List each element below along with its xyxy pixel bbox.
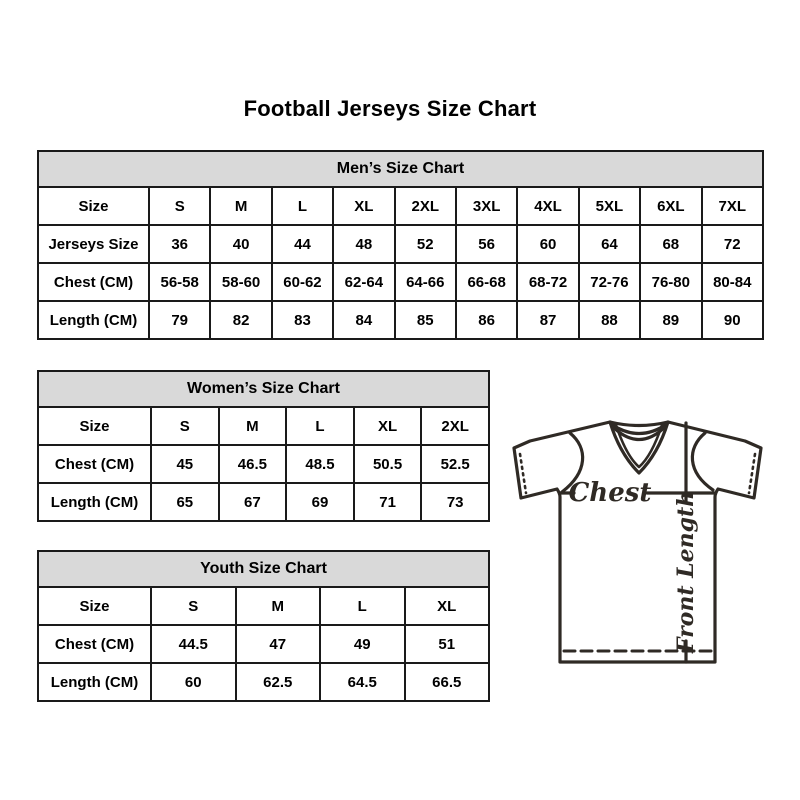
column-header: 5XL: [579, 187, 640, 225]
size-cell: 84: [333, 301, 394, 339]
size-cell: 45: [151, 445, 219, 483]
size-cell: 83: [272, 301, 333, 339]
column-header: XL: [354, 407, 422, 445]
size-cell: 60: [151, 663, 236, 701]
column-header: 6XL: [640, 187, 701, 225]
size-cell: 50.5: [354, 445, 422, 483]
jersey-measurement-diagram: [500, 400, 780, 700]
size-cell: 64: [579, 225, 640, 263]
table-row: [38, 263, 763, 301]
size-cell: 69: [286, 483, 354, 521]
size-cell: 60: [517, 225, 578, 263]
row-label: Chest (CM): [38, 445, 151, 483]
size-cell: 49: [320, 625, 405, 663]
size-cell: 82: [210, 301, 271, 339]
womens-size-table: [37, 370, 490, 522]
size-cell: 36: [149, 225, 210, 263]
column-header: XL: [333, 187, 394, 225]
column-header: L: [272, 187, 333, 225]
size-cell: 48: [333, 225, 394, 263]
size-cell: 62.5: [236, 663, 321, 701]
size-cell: 52.5: [421, 445, 489, 483]
table-title: Men’s Size Chart: [38, 151, 763, 187]
size-cell: 56-58: [149, 263, 210, 301]
size-cell: 58-60: [210, 263, 271, 301]
mens-size-table: [37, 150, 764, 340]
size-cell: 56: [456, 225, 517, 263]
size-cell: 48.5: [286, 445, 354, 483]
column-header: Size: [38, 587, 151, 625]
table-row: [38, 483, 489, 521]
column-header: L: [286, 407, 354, 445]
size-cell: 72: [702, 225, 763, 263]
column-header: 2XL: [395, 187, 456, 225]
table-row: [38, 625, 489, 663]
size-cell: 46.5: [219, 445, 287, 483]
column-header: S: [151, 407, 219, 445]
youth-size-table: [37, 550, 490, 702]
size-cell: 44.5: [151, 625, 236, 663]
size-cell: 76-80: [640, 263, 701, 301]
row-label: Chest (CM): [38, 263, 149, 301]
column-header: M: [236, 587, 321, 625]
column-header: 7XL: [702, 187, 763, 225]
size-cell: 52: [395, 225, 456, 263]
row-label: Length (CM): [38, 301, 149, 339]
column-header: S: [149, 187, 210, 225]
column-header: S: [151, 587, 236, 625]
size-cell: 62-64: [333, 263, 394, 301]
size-cell: 86: [456, 301, 517, 339]
table-row: [38, 445, 489, 483]
size-cell: 73: [421, 483, 489, 521]
row-label: Chest (CM): [38, 625, 151, 663]
column-header: M: [210, 187, 271, 225]
size-cell: 44: [272, 225, 333, 263]
chest-label: Chest: [568, 478, 652, 508]
size-cell: 85: [395, 301, 456, 339]
table-title: Women’s Size Chart: [38, 371, 489, 407]
size-cell: 65: [151, 483, 219, 521]
size-cell: 72-76: [579, 263, 640, 301]
size-cell: 79: [149, 301, 210, 339]
column-header: 3XL: [456, 187, 517, 225]
size-cell: 68: [640, 225, 701, 263]
size-cell: 88: [579, 301, 640, 339]
column-header: XL: [405, 587, 490, 625]
size-cell: 87: [517, 301, 578, 339]
jersey-diagram-svg: [500, 400, 780, 700]
size-cell: 68-72: [517, 263, 578, 301]
row-label: Length (CM): [38, 663, 151, 701]
size-cell: 66-68: [456, 263, 517, 301]
column-header: Size: [38, 187, 149, 225]
collar-back-line: [610, 422, 668, 426]
table-row: [38, 225, 763, 263]
size-cell: 47: [236, 625, 321, 663]
table-row: [38, 301, 763, 339]
size-cell: 60-62: [272, 263, 333, 301]
page-title: Football Jerseys Size Chart: [243, 96, 537, 121]
size-cell: 90: [702, 301, 763, 339]
size-cell: 51: [405, 625, 490, 663]
front-length-label: Front Length: [673, 490, 699, 654]
size-cell: 67: [219, 483, 287, 521]
size-cell: 71: [354, 483, 422, 521]
size-cell: 89: [640, 301, 701, 339]
size-cell: 64-66: [395, 263, 456, 301]
column-header: Size: [38, 407, 151, 445]
size-cell: 66.5: [405, 663, 490, 701]
row-label: Length (CM): [38, 483, 151, 521]
jersey-outline: [514, 422, 761, 662]
row-label: Jerseys Size: [38, 225, 149, 263]
size-cell: 64.5: [320, 663, 405, 701]
column-header: L: [320, 587, 405, 625]
column-header: 2XL: [421, 407, 489, 445]
table-row: [38, 663, 489, 701]
table-title: Youth Size Chart: [38, 551, 489, 587]
size-cell: 40: [210, 225, 271, 263]
column-header: 4XL: [517, 187, 578, 225]
size-cell: 80-84: [702, 263, 763, 301]
column-header: M: [219, 407, 287, 445]
